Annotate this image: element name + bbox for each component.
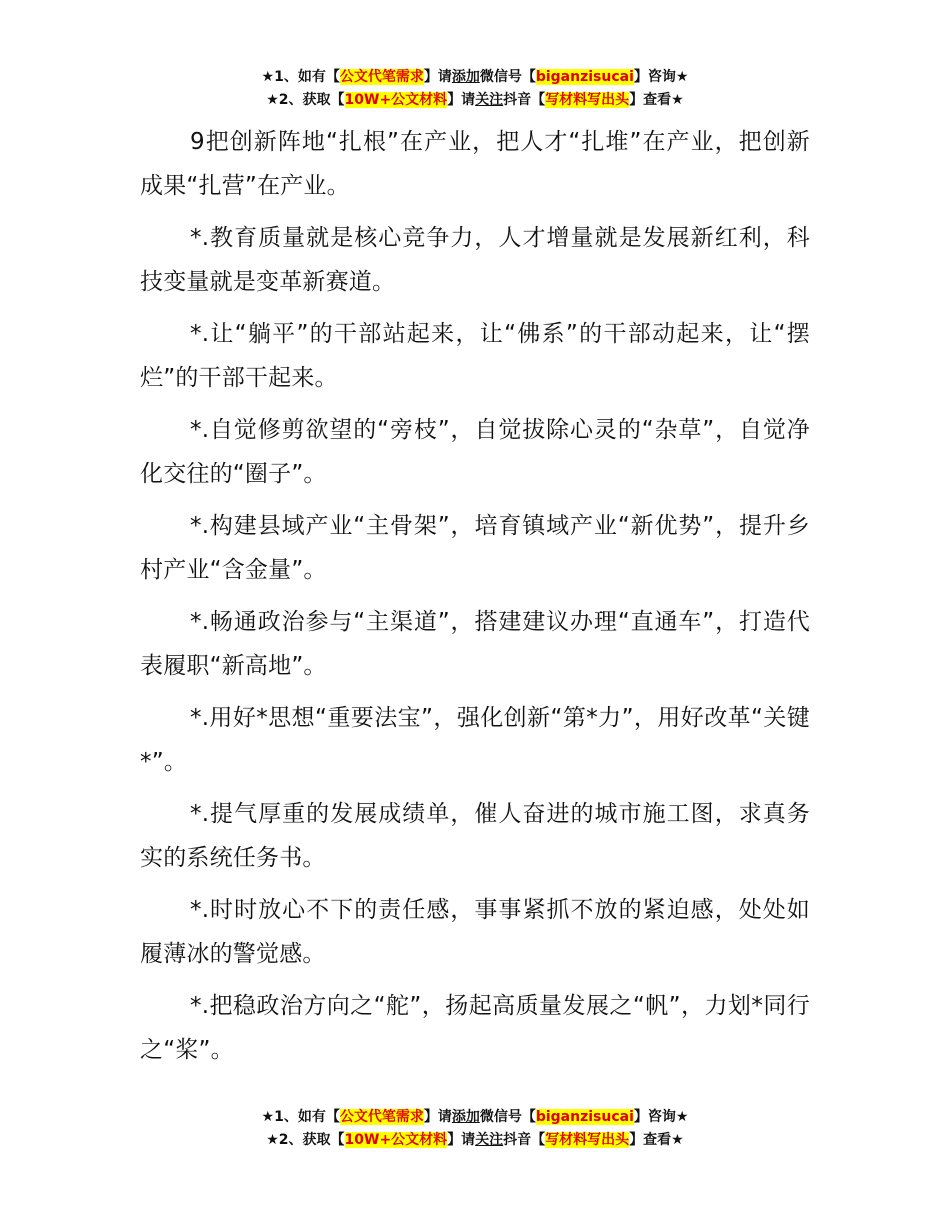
document-body [140,120,810,1080]
notice-line-2: ★2、获取【10W+公文材料】请关注抖音【写材料写出头】查看★ [266,1132,684,1148]
paragraph: *.教育质量就是核心竞争力，人才增量就是发展新红利，科技变量就是变革新赛道。 [140,225,810,295]
ghostwriting-highlight: 公文代笔需求 [339,69,424,85]
paragraph: *.让“躺平”的干部站起来，让“佛系”的干部动起来，让“摆烂”的干部干起来。 [140,321,810,391]
paragraph: *.畅通政治参与“主渠道”，搭建建议办理“直通车”，打造代表履职“新高地”。 [140,609,810,679]
wechat-id-highlight: biganzisucai [535,69,634,85]
notice-line-2: ★2、获取【10W+公文材料】请关注抖音【写材料写出头】查看★ [266,92,684,108]
wechat-id-highlight: biganzisucai [535,1109,634,1125]
ghostwriting-highlight: 公文代笔需求 [339,1109,424,1125]
paragraph: *.用好*思想“重要法宝”，强化创新“第*力”，用好改革“关键*”。 [140,705,810,775]
paragraph: *.构建县域产业“主骨架”，培育镇域产业“新优势”，提升乡村产业“含金量”。 [140,513,810,583]
footer-notice [0,1106,950,1152]
paragraph: *.时时放心不下的责任感，事事紧抓不放的紧迫感，处处如履薄冰的警觉感。 [140,897,810,967]
douyin-account-highlight: 写材料写出头 [545,92,630,108]
douyin-account-highlight: 写材料写出头 [545,1132,630,1148]
paragraph: *.提气厚重的发展成绩单，催人奋进的城市施工图，求真务实的系统任务书。 [140,801,810,871]
notice-line-1: ★1、如有【公文代笔需求】请添加微信号【biganzisucai】咨询★ [261,69,689,85]
notice-line-1: ★1、如有【公文代笔需求】请添加微信号【biganzisucai】咨询★ [261,1109,689,1125]
header-notice [0,66,950,112]
paragraph: 9把创新阵地“扎根”在产业，把人才“扎堆”在产业，把创新成果“扎营”在产业。 [140,129,810,199]
materials-highlight: 10W+公文材料 [344,92,448,108]
materials-highlight: 10W+公文材料 [344,1132,448,1148]
paragraph: *.把稳政治方向之“舵”，扬起高质量发展之“帆”，力划*同行之“桨”。 [140,993,810,1063]
paragraph: *.自觉修剪欲望的“旁枝”，自觉拔除心灵的“杂草”，自觉净化交往的“圈子”。 [140,417,810,487]
